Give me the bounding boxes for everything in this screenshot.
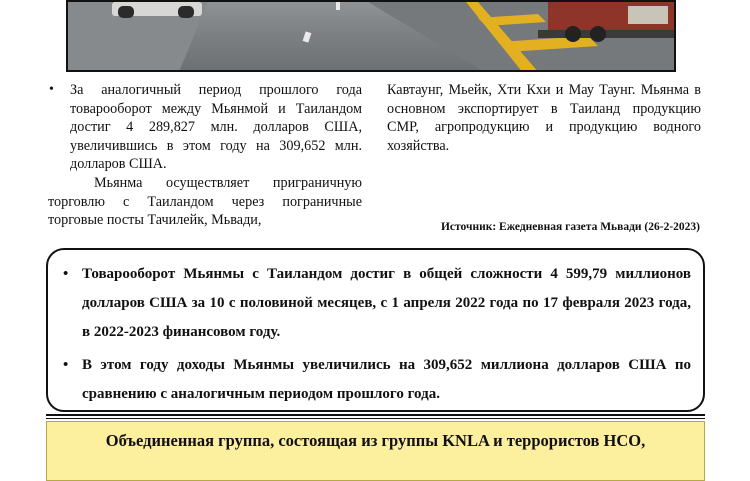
banner-line: Объединенная группа, состоящая из группы KNLA и террористов НСО, (105, 431, 646, 450)
left-column (48, 81, 362, 230)
summary-item: • Товарооборот Мьянмы с Таиландом достиг в общей сложности 4 599,79 миллионов долларов США за 10 с половиной месяцев, с 1 апреля 2022 года по 17 февраля 2023 года, в 2022-2023 финансовом году. (60, 260, 691, 347)
summary-item: • В этом году доходы Мьянмы увеличились на 309,652 миллиона долларов США по сравнению с аналогичным периодом прошлого года. (60, 351, 691, 409)
right-paragraph: Кавтаунг, Мьейк, Хти Кхи и Мау Таунг. Мьянма в основном экспортирует в Таиланд продукцию CMP, агропродукцию и продукцию водного хозяйства. (387, 82, 701, 154)
bullet-icon: • (49, 82, 54, 97)
headline-banner (46, 421, 705, 481)
divider-thin (46, 418, 705, 419)
left-paragraph-2: Мьянма осуществляет приграничную торговлю с Таиландом через пограничные торговые посты Тачилейк, Мьвади, (48, 174, 362, 229)
source-citation: Источник: Ежедневная газета Мьвади (26-2-2023) (440, 221, 700, 233)
divider-thick (46, 414, 705, 416)
bullet-icon: • (63, 266, 69, 282)
summary-box (46, 248, 705, 412)
left-bullet-paragraph: • За аналогичный период прошлого года товарооборот между Мьянмой и Таиландом достиг 4 289,827 млн. долларов США, увеличившись в этом году на 309,652 млн. долларов США. (49, 82, 362, 173)
bullet-icon: • (63, 357, 69, 373)
right-column (387, 81, 701, 155)
road-photo (66, 0, 676, 72)
